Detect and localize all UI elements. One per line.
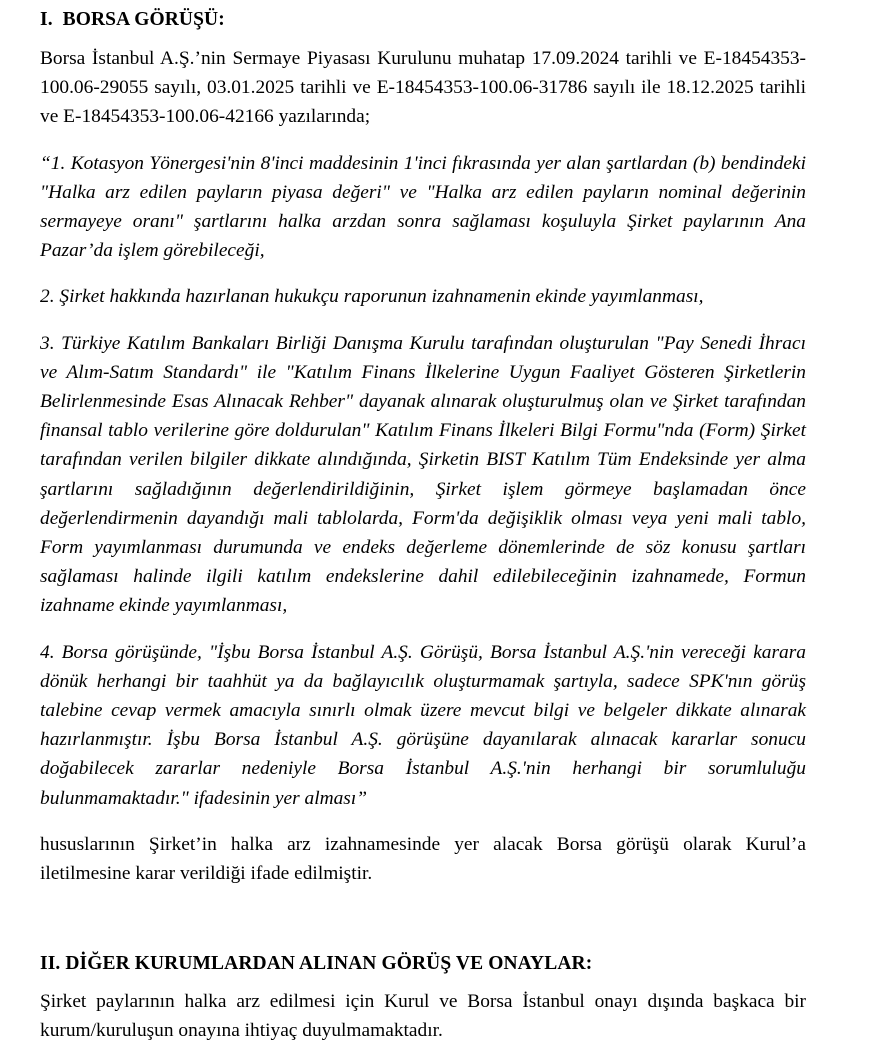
quoted-item-3: 3. Türkiye Katılım Bankaları Birliği Danışma Kurulu tarafından oluşturulan "Pay Senedi İhracı ve Alım-Satım Standardı" ile "Katılım Finans İlkelerine Uygun Faaliyet Gösteren Şirketlerin Belirlenmesinde Esas Alınacak Rehber" dayanak alınarak oluşturulmuş olan ve Şirket tarafından finansal tablo verilerine göre doldurulan" Katılım Finans İlkeleri Bilgi Formu"nda (Form) Şirket tarafından verilen bilgiler dikkate alındığında, Şirketin BIST Katılım Tüm Endeksinde yer alma şartlarını sağladığının değerlendirildiğinin, Şirket işlem görmeye başlamadan önce değerlendirmenin dayandığı mali tablolarda, Form'da değişiklik olması veya yeni mali tablo, Form yayımlanması durumunda ve endeks değerleme dönemlerinde de söz konusu şartları sağlaması halinde ilgili katılım endekslerine dahil edilebileceğinin izahnamede, Formun izahname ekinde yayımlanması,	[40, 332, 806, 617]
section-1-closing-paragraph: hususlarının Şirket’in halka arz izahnamesinde yer alacak Borsa görüşü olarak Kurul’a iletilmesine karar verildiği ifade edilmiştir.	[40, 833, 806, 885]
quoted-item-2: 2. Şirket hakkında hazırlanan hukukçu raporunun izahnamenin ekinde yayımlanması,	[40, 286, 704, 308]
section-1-intro-paragraph: Borsa İstanbul A.Ş.’nin Sermaye Piyasası Kurulunu muhatap 17.09.2024 tarihli ve E-18454353-100.06-29055 sayılı, 03.01.2025 tarihli ve E-18454353-100.06-31786 sayılı ile 18.12.2025 tarihli ve E-18454353-100.06-42166 yazılarında;	[40, 48, 806, 128]
quoted-item-4: 4. Borsa görüşünde, "İşbu Borsa İstanbul A.Ş. Görüşü, Borsa İstanbul A.Ş.'nin vereceği karara dönük herhangi bir taahhüt ya da bağlayıcılık oluşturmamak şartıyla, sadece SPK'nın görüş talebine cevap vermek amacıyla sınırlı olmak üzere mevcut bilgi ve belgeler dikkate alınarak hazırlanmıştır. İşbu Borsa İstanbul A.Ş. görüşüne dayanılarak alınacak kararlar sonucu doğabilecek zararlar nedeniyle Borsa İstanbul A.Ş.'nin herhangi bir sorumluluğu bulunmamaktadır." ifadesinin yer alması”	[40, 641, 806, 809]
section-2-heading: II. DİĞER KURUMLARDAN ALINAN GÖRÜŞ VE ONAYLAR:	[40, 953, 593, 975]
section-divider-space	[40, 904, 806, 950]
section-1-heading: I. BORSA GÖRÜŞÜ:	[40, 9, 225, 30]
section-2-paragraph: Şirket paylarının halka arz edilmesi için Kurul ve Borsa İstanbul onayı dışında başkaca bir kurum/kuruluşun onayına ihtiyaç duyulmamaktadır.	[40, 991, 806, 1042]
quoted-item-1: “1. Kotasyon Yönergesi'nin 8'inci maddesinin 1'inci fıkrasında yer alan şartlardan (b) bendindeki "Halka arz edilen payların piyasa değeri" ve "Halka arz edilen payların nominal değerinin sermayeye oranı" şartlarını halka arzdan sonra sağlaması koşuluyla Şirket paylarının Ana Pazar’da işlem görebileceği,	[40, 152, 806, 262]
